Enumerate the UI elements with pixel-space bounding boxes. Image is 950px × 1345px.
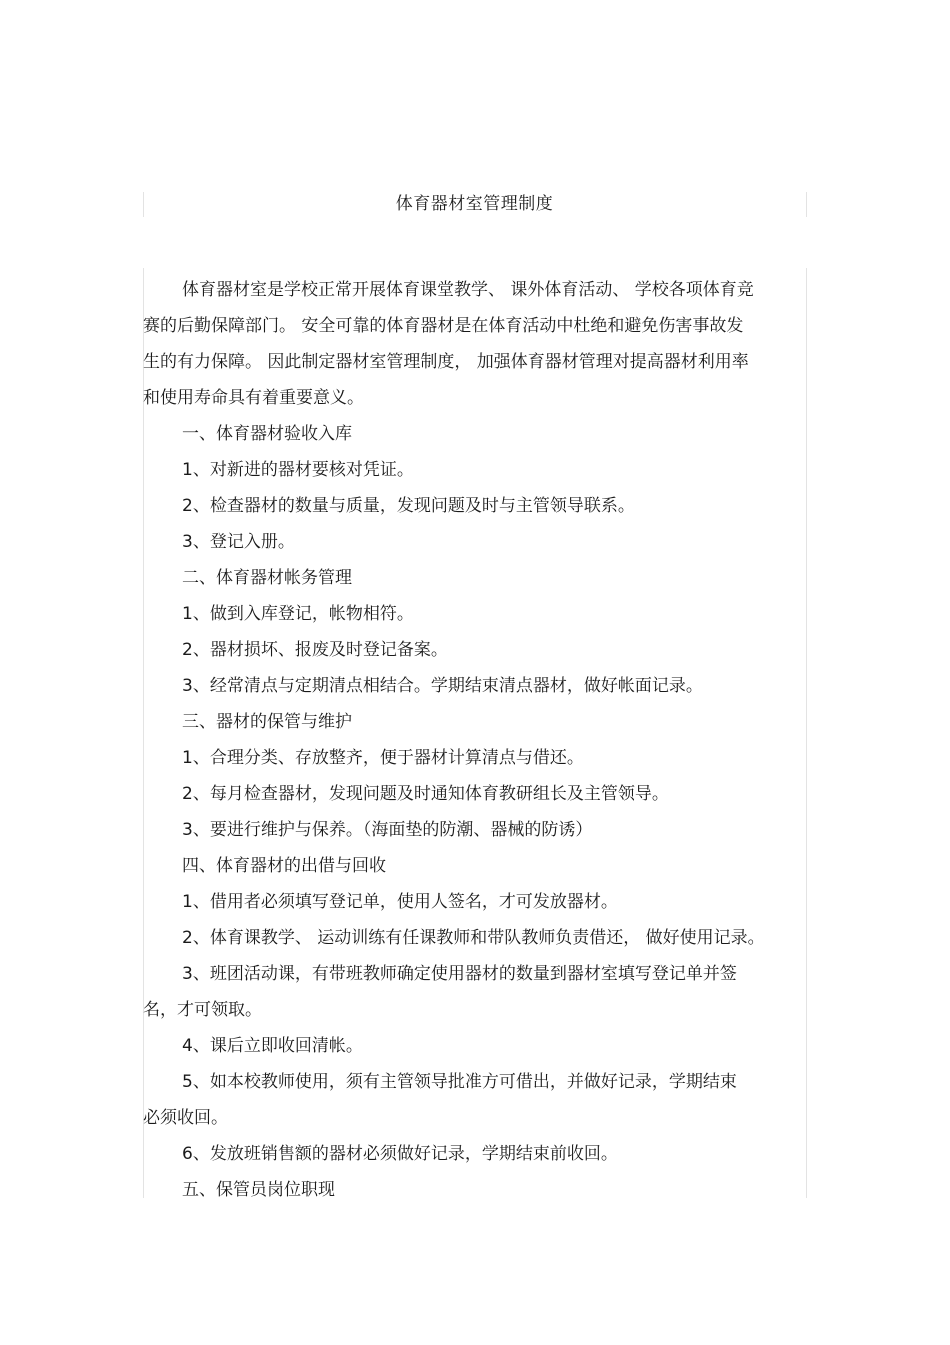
- text-line: 2、器材损坏、报废及时登记备案。: [182, 640, 448, 660]
- text-line: 3、经常清点与定期清点相结合。学期结束清点器材，做好帐面记录。: [182, 676, 703, 696]
- text-line: 4、课后立即收回清帐。: [182, 1036, 363, 1056]
- text-line: 体育器材室是学校正常开展体育课堂教学、 课外体育活动、 学校各项体育竞: [182, 280, 754, 300]
- text-line: 三、器材的保管与维护: [182, 712, 352, 732]
- text-line: 1、合理分类、存放整齐，便于器材计算清点与借还。: [182, 748, 584, 768]
- text-line: 3、要进行维护与保养。（海面垫的防潮、器械的防诱）: [182, 820, 593, 840]
- text-line: 1、借用者必须填写登记单，使用人签名，才可发放器材。: [182, 892, 618, 912]
- text-line: 1、做到入库登记，帐物相符。: [182, 604, 414, 624]
- text-line: 2、检查器材的数量与质量，发现问题及时与主管领导联系。: [182, 496, 635, 516]
- text-line: 必须收回。: [143, 1108, 228, 1128]
- body-frame-right: [806, 268, 807, 1198]
- text-line: 1、对新进的器材要核对凭证。: [182, 460, 414, 480]
- document-title: 体育器材室管理制度: [395, 194, 554, 214]
- document-body: [143, 272, 806, 1208]
- text-line: 3、班团活动课，有带班教师确定使用器材的数量到器材室填写登记单并签: [182, 964, 737, 984]
- text-line: 3、登记入册。: [182, 532, 295, 552]
- text-line: 五、保管员岗位职现: [182, 1180, 335, 1200]
- text-line: 6、发放班销售额的器材必须做好记录，学期结束前收回。: [182, 1144, 618, 1164]
- text-line: 和使用寿命具有着重要意义。: [143, 388, 364, 408]
- text-line: 二、体育器材帐务管理: [182, 568, 352, 588]
- text-line: 2、体育课教学、 运动训练有任课教师和带队教师负责借还， 做好使用记录。: [182, 928, 765, 948]
- text-line: 2、每月检查器材，发现问题及时通知体育教研组长及主管领导。: [182, 784, 669, 804]
- text-line: 赛的后勤保障部门。 安全可靠的体育器材是在体育活动中杜绝和避免伤害事故发: [143, 316, 744, 336]
- text-line: 四、体育器材的出借与回收: [182, 856, 386, 876]
- text-line: 一、体育器材验收入库: [182, 424, 352, 444]
- text-line: 5、如本校教师使用，须有主管领导批准方可借出，并做好记录，学期结束: [182, 1072, 737, 1092]
- text-line: 生的有力保障。 因此制定器材室管理制度， 加强体育器材管理对提高器材利用率: [143, 352, 749, 372]
- title-frame-right: [806, 192, 807, 217]
- text-line: 名，才可领取。: [143, 1000, 262, 1020]
